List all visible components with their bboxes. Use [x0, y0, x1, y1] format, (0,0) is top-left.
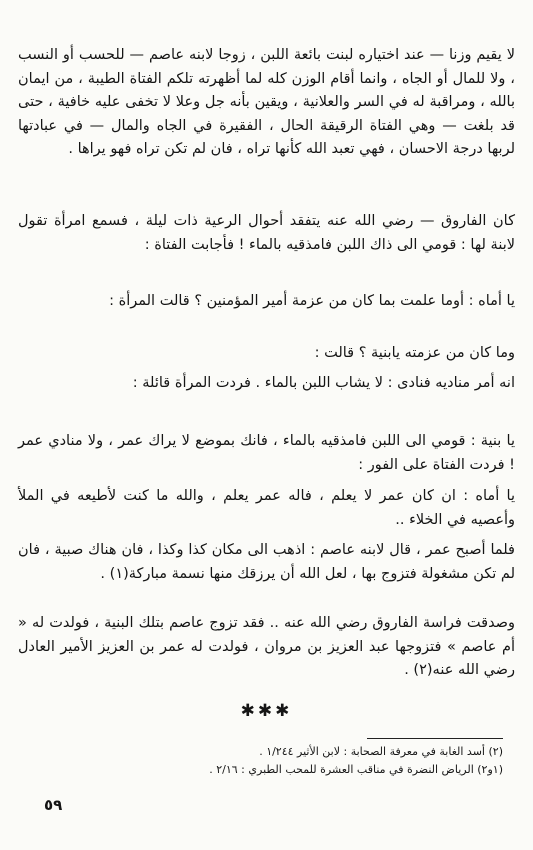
paragraph-mother-insists: يا بنية : قومي الى اللبن فامذقيه بالماء ، فانك بموضع لا يراك عمر ، ولا منادي عمر ! فردت الفتاة على الفور : — [18, 433, 515, 473]
footnote-1: (٢) أسد الغابة في معرفة الصحابة : لابن الأثير ١/٢٤٤ . — [259, 745, 503, 758]
paragraph-girl-reply-1: يا أماه : أوما علمت بما كان من عزمة أمير المؤمنين ؟ قالت المرأة : — [109, 293, 515, 309]
paragraph-lineage-outcome: وصدقت فراسة الفاروق رضي الله عنه .. فقد تزوج عاصم بتلك البنية ، فولدت له « أم عاصم » فتزوجها عبد العزيز بن مروان ، فولدت له عمر بن العزيز الأمير العادل رضي الله عنه(٢) . — [18, 615, 515, 678]
page-number: ٥٩ — [44, 796, 63, 814]
paragraph-girl-reply-2: انه أمر مناديه فنادى : لا يشاب اللبن بالماء . فردت المرأة قائلة : — [132, 375, 515, 391]
footnote-divider — [367, 738, 503, 739]
paragraph-asim-marriage-values: لا يقيم وزنا — عند اختياره لبنت بائعة اللبن ، زوجا لابنه عاصم — للحسب أو النسب ، ولا للمال أو الجاه ، وانما أقام الوزن كله لما أظهرته تلكم الفتاة الطيبة ، من ايمان بالله ، ومراقبة له في السر والعلانية ، ويقين بأنه جل وعلا لا تخفى عليه خافية ، حتى قد بلغت — وهي الفتاة الرقيقة الحال ، الفقيرة في الجاه والمال — في عبادتها لربها درجة الاحسان ، فهي تعبد الله كأنها تراه ، فان لم تكن تراه فهو يراها . — [18, 47, 515, 157]
paragraph-girl-final-reply: يا أماه : ان كان عمر لا يعلم ، فاله عمر يعلم ، والله ما كنت لأطيعه في الملأ وأعصيه في الخلاء .. — [18, 488, 515, 528]
paragraph-farooq-night-patrol: كان الفاروق — رضي الله عنه يتفقد أحوال الرعية ذات ليلة ، فسمع امرأة تقول لابنة لها : قومي الى ذاك اللبن فامذقيه بالماء ! فأجابت الفتاة : — [18, 213, 515, 253]
footnote-2: (١و٢) الرياض النضرة في مناقب العشرة للمحب الطبري : ٢/١٦ . — [209, 763, 503, 776]
paragraph-mother-question: وما كان من عزمته يابنية ؟ قالت : — [314, 345, 515, 361]
paragraph-umar-instructs-asim: فلما أصبح عمر ، قال لابنه عاصم : اذهب الى مكان كذا وكذا ، فان هناك صبية ، فان لم تكن مشغولة فتزوج بها ، لعل الله أن يرزقك منها نسمة مباركة(١) . — [18, 542, 515, 582]
section-ornament: ✱✱✱ — [240, 701, 293, 721]
